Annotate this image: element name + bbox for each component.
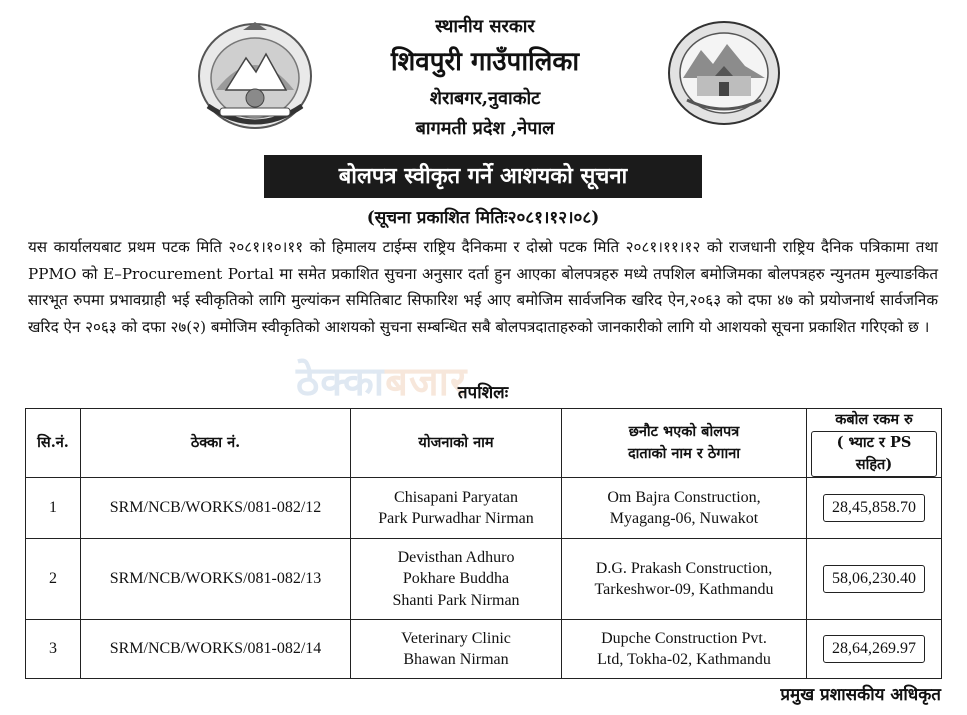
project-line: Chisapani Paryatan [394,488,518,506]
cell-contract-no: SRM/NCB/WORKS/081-082/13 [81,539,351,620]
bidder-line: Dupche Construction Pvt. [601,629,767,647]
project-line: Bhawan Nirman [403,651,509,668]
project-line: Pokhare Buddha [402,570,510,588]
notice-body: यस कार्यालयबाट प्रथम पटक मिति २०८१।१०।११ को हिमालय टाईम्स राष्ट्रिय दैनिकमा र दोस्रो पटक मिति २०८१।११।१२ को राजधानी राष्ट्रिय दैनिक पत्रिकामा तथा PPMO को E–Procurement Portal मा समेत प्रकाशित सुचना अनुसार दर्ता हुन आएका बोलपत्रहरु मध्ये तपशिल बमोजिमका बोलपत्रहरु न्युनतम मुल्याङकित सारभूत रुपमा प्रभावग्राही भई स्वीकृतिको लागि मुल्यांकन समितिबाट सिफारिश भई आए बमोजिम सार्वजनिक खरिद ऐन,२०६३ को दफा ४७ को प्रयोजनार्थ सार्वजनिक खरिद ऐन २०६३ को दफा २७(२) बमोजिम स्वीकृतिको आशयको सुचना सम्बन्धित सबै बोलपत्रदाताहरुको जानकारीको लागि यो आशयको सूचना प्रकाशित गरिएको छ । [28,238,938,336]
bidder-line: D.G. Prakash Construction, [595,559,773,577]
schedule-label: तपशिलः [457,383,509,403]
header-sn: सि.नं. [26,409,81,478]
cell-sn: 2 [26,539,81,620]
province-line: बागमती प्रदेश ,नेपाल [415,118,555,139]
amount-value: 28,64,269.97 [823,635,925,663]
project-line: Devisthan Adhuro [397,548,515,566]
table-row [26,478,942,539]
cell-amount [807,478,942,539]
bids-table [25,408,942,679]
project-line: Shanti Park Nirman [392,591,520,609]
bidder-line: Ltd, Tokha-02, Kathmandu [597,651,771,668]
cell-amount [807,539,942,620]
cell-project [351,539,562,620]
project-line: Veterinary Clinic [401,629,511,647]
signature-title: प्रमुख प्रशासकीय अधिकृत [780,685,941,705]
watermark-part2: बजार [385,359,468,405]
table-row [26,620,942,679]
bidder-line: Om Bajra Construction, [607,488,761,506]
cell-sn: 3 [26,620,81,679]
publish-date: (सूचना प्रकाशित मितिः२०८१।१२।०८) [366,208,600,228]
header-bidder-line1: छनौट भएको बोलपत्र [628,423,740,440]
cell-contract-no: SRM/NCB/WORKS/081-082/12 [81,478,351,539]
header-contract-no: ठेक्का नं. [81,409,351,478]
cell-bidder [562,539,807,620]
government-label: स्थानीय सरकार [435,16,535,37]
cell-bidder [562,620,807,679]
notice-title: बोलपत्र स्वीकृत गर्ने आशयको सूचना [264,155,702,198]
header-amount-line2: ( भ्याट र PS सहित) [811,431,937,477]
header-bidder [562,409,807,478]
watermark-part1: ठेक्का [296,359,386,405]
header-amount [807,409,942,478]
header-project-name: योजनाको नाम [351,409,562,478]
bidder-line: Tarkeshwor-09, Kathmandu [594,581,774,598]
cell-project [351,620,562,679]
address-line: शेराबगर,नुवाकोट [429,88,541,109]
header-amount-line1: कबोल रकम रु [835,411,913,428]
cell-contract-no: SRM/NCB/WORKS/081-082/14 [81,620,351,679]
municipality-name: शिवपुरी गाउँपालिका [390,47,580,77]
project-line: Park Purwadhar Nirman [378,510,534,527]
cell-amount [807,620,942,679]
cell-project [351,478,562,539]
amount-value: 58,06,230.40 [823,565,925,593]
cell-sn: 1 [26,478,81,539]
amount-value: 28,45,858.70 [823,494,925,522]
cell-bidder [562,478,807,539]
table-header-row [26,409,942,478]
header-bidder-line2: दाताको नाम र ठेगाना [627,445,741,462]
table-row [26,539,942,620]
bidder-line: Myagang-06, Nuwakot [609,510,759,527]
